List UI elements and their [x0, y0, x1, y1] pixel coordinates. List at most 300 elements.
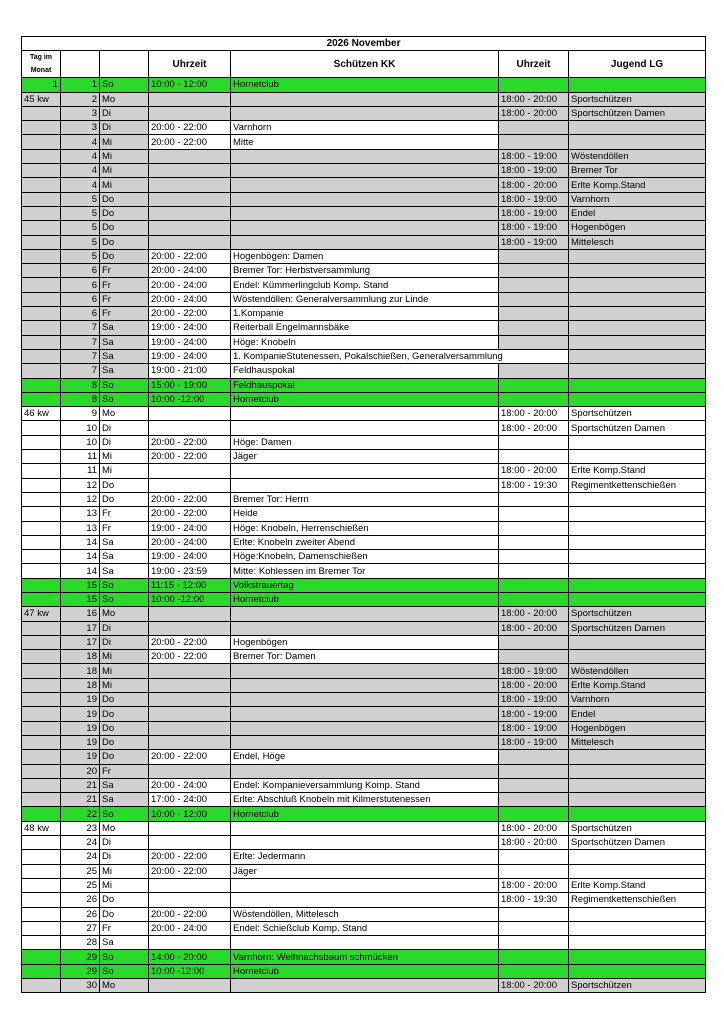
table-row [22, 979, 706, 993]
schuetzen-event-cell: Feldhauspokal [231, 378, 499, 392]
schuetzen-event-cell [231, 164, 499, 178]
jugend-time-cell [499, 921, 569, 935]
jugend-group-cell: Varnhorn [569, 693, 706, 707]
jugend-time-cell: 18:00 - 20:00 [499, 92, 569, 106]
day-number-cell: 8 [61, 378, 100, 392]
schuetzen-time-cell [149, 893, 231, 907]
week-cell [22, 450, 61, 464]
table-row [22, 221, 706, 235]
week-cell [22, 135, 61, 149]
schuetzen-time-cell: 19:00 - 24:00 [149, 521, 231, 535]
week-cell: 46 kw [22, 407, 61, 421]
jugend-time-cell: 18:00 - 20:00 [499, 678, 569, 692]
jugend-time-cell: 18:00 - 20:00 [499, 821, 569, 835]
schuetzen-event-cell: Erlte: Knobeln zweiter Abend [231, 535, 499, 549]
schuetzen-time-cell: 20:00 - 22:00 [149, 507, 231, 521]
schuetzen-time-cell [149, 478, 231, 492]
weekday-cell: Di [100, 621, 149, 635]
week-cell [22, 149, 61, 163]
day-number-cell: 19 [61, 750, 100, 764]
schuetzen-event-cell: Hornetclub [231, 78, 499, 92]
schuetzen-time-cell [149, 621, 231, 635]
weekday-cell: Sa [100, 793, 149, 807]
schuetzen-event-cell [231, 106, 499, 120]
weekday-cell: Sa [100, 535, 149, 549]
schuetzen-event-cell [231, 693, 499, 707]
weekday-cell: So [100, 378, 149, 392]
jugend-time-cell [499, 521, 569, 535]
jugend-time-cell [499, 778, 569, 792]
day-number-cell: 15 [61, 592, 100, 606]
weekday-cell: Mi [100, 650, 149, 664]
jugend-group-cell: Regimentkettenschießen [569, 893, 706, 907]
jugend-time-cell: 18:00 - 20:00 [499, 178, 569, 192]
jugend-group-cell [569, 121, 706, 135]
header-tag-line2: Monat [30, 67, 52, 75]
schuetzen-event-cell: Hornetclub [231, 807, 499, 821]
jugend-group-cell [569, 135, 706, 149]
weekday-cell: Mi [100, 878, 149, 892]
week-cell [22, 950, 61, 964]
day-number-cell: 13 [61, 507, 100, 521]
weekday-cell: So [100, 964, 149, 978]
day-number-cell: 7 [61, 321, 100, 335]
schuetzen-event-cell [231, 478, 499, 492]
jugend-time-cell [499, 578, 569, 592]
weekday-cell: Do [100, 693, 149, 707]
jugend-group-cell: Sportschützen Damen [569, 106, 706, 120]
schuetzen-event-cell: Bremer Tor: Herbstversammlung [231, 264, 499, 278]
schuetzen-time-cell: 20:00 - 22:00 [149, 850, 231, 864]
schuetzen-time-cell: 20:00 - 24:00 [149, 921, 231, 935]
day-number-cell: 4 [61, 149, 100, 163]
header-blank-1 [61, 51, 100, 78]
weekday-cell: Sa [100, 550, 149, 564]
jugend-time-cell [499, 264, 569, 278]
weekday-cell: So [100, 950, 149, 964]
header-blank-2 [100, 51, 149, 78]
week-cell [22, 693, 61, 707]
schuetzen-event-cell [231, 735, 499, 749]
schuetzen-time-cell: 19:00 - 23:59 [149, 564, 231, 578]
weekday-cell: Do [100, 893, 149, 907]
jugend-time-cell [499, 850, 569, 864]
jugend-time-cell: 18:00 - 19:00 [499, 721, 569, 735]
jugend-time-cell [499, 278, 569, 292]
week-cell: 45 kw [22, 92, 61, 106]
day-number-cell: 6 [61, 292, 100, 306]
week-cell [22, 378, 61, 392]
schuetzen-event-cell: 1. KompanieStutenessen, Pokalschießen, Generalversammlung [231, 349, 569, 363]
jugend-group-cell [569, 435, 706, 449]
jugend-time-cell: 18:00 - 20:00 [499, 106, 569, 120]
jugend-group-cell [569, 778, 706, 792]
week-cell [22, 964, 61, 978]
schuetzen-event-cell: Mitte: Kohlessen im Bremer Tor [231, 564, 499, 578]
schuetzen-event-cell [231, 721, 499, 735]
schuetzen-time-cell: 20:00 - 22:00 [149, 635, 231, 649]
jugend-group-cell [569, 764, 706, 778]
schuetzen-time-cell: 17:00 - 24:00 [149, 793, 231, 807]
weekday-cell: Do [100, 478, 149, 492]
weekday-cell: Fr [100, 521, 149, 535]
table-row [22, 106, 706, 120]
jugend-time-cell [499, 635, 569, 649]
jugend-group-cell [569, 550, 706, 564]
week-cell [22, 564, 61, 578]
jugend-time-cell [499, 321, 569, 335]
day-number-cell: 5 [61, 249, 100, 263]
schuetzen-time-cell: 20:00 - 22:00 [149, 650, 231, 664]
header-schuetzen-kk: Schützen KK [231, 51, 499, 78]
week-cell [22, 106, 61, 120]
week-cell [22, 435, 61, 449]
week-cell [22, 492, 61, 506]
week-cell [22, 278, 61, 292]
week-cell [22, 979, 61, 993]
jugend-time-cell: 18:00 - 19:30 [499, 478, 569, 492]
header-tag-line1: Tag im [29, 54, 53, 62]
jugend-time-cell [499, 950, 569, 964]
jugend-group-cell [569, 378, 706, 392]
week-cell: 48 kw [22, 821, 61, 835]
schuetzen-event-cell: Höge: Knobeln, Herrenschießen [231, 521, 499, 535]
table-row [22, 364, 706, 378]
jugend-group-cell [569, 864, 706, 878]
jugend-time-cell [499, 807, 569, 821]
schuetzen-time-cell: 10:00 -12:00 [149, 964, 231, 978]
table-row [22, 349, 706, 363]
table-row [22, 864, 706, 878]
table-row [22, 392, 706, 406]
table-row [22, 950, 706, 964]
weekday-cell: Di [100, 121, 149, 135]
day-number-cell: 15 [61, 578, 100, 592]
week-cell [22, 836, 61, 850]
schuetzen-event-cell: Heide [231, 507, 499, 521]
jugend-group-cell [569, 807, 706, 821]
schuetzen-event-cell: Varnhorn [231, 121, 499, 135]
schuetzen-time-cell [149, 178, 231, 192]
weekday-cell: Di [100, 421, 149, 435]
jugend-group-cell: Sportschützen [569, 92, 706, 106]
jugend-group-cell [569, 278, 706, 292]
jugend-group-cell: Mittelesch [569, 235, 706, 249]
day-number-cell: 12 [61, 492, 100, 506]
jugend-group-cell [569, 349, 706, 363]
jugend-group-cell [569, 850, 706, 864]
schuetzen-time-cell [149, 407, 231, 421]
table-row [22, 621, 706, 635]
jugend-time-cell [499, 307, 569, 321]
day-number-cell: 17 [61, 621, 100, 635]
week-cell [22, 707, 61, 721]
schuetzen-event-cell: Endel: Schießclub Komp. Stand [231, 921, 499, 935]
weekday-cell: Di [100, 836, 149, 850]
schuetzen-time-cell: 15:00 - 19:00 [149, 378, 231, 392]
jugend-group-cell: Sportschützen Damen [569, 621, 706, 635]
table-row [22, 793, 706, 807]
table-row [22, 378, 706, 392]
week-cell [22, 735, 61, 749]
schuetzen-time-cell [149, 164, 231, 178]
day-number-cell: 24 [61, 836, 100, 850]
schuetzen-event-cell [231, 221, 499, 235]
weekday-cell: Mi [100, 135, 149, 149]
jugend-time-cell: 18:00 - 19:00 [499, 206, 569, 220]
table-row [22, 936, 706, 950]
schuetzen-event-cell [231, 178, 499, 192]
day-number-cell: 29 [61, 964, 100, 978]
table-row [22, 464, 706, 478]
day-number-cell: 30 [61, 979, 100, 993]
day-number-cell: 7 [61, 335, 100, 349]
weekday-cell: Do [100, 249, 149, 263]
jugend-group-cell: Sportschützen [569, 821, 706, 835]
table-row [22, 664, 706, 678]
schuetzen-time-cell: 20:00 - 22:00 [149, 121, 231, 135]
jugend-time-cell: 18:00 - 19:00 [499, 221, 569, 235]
schuetzen-time-cell: 19:00 - 24:00 [149, 349, 231, 363]
schuetzen-event-cell: Hogenbögen [231, 635, 499, 649]
jugend-time-cell [499, 450, 569, 464]
week-cell [22, 864, 61, 878]
week-cell [22, 335, 61, 349]
table-row [22, 278, 706, 292]
week-cell [22, 321, 61, 335]
weekday-cell: Mi [100, 164, 149, 178]
week-cell [22, 121, 61, 135]
jugend-group-cell [569, 321, 706, 335]
weekday-cell: Mi [100, 464, 149, 478]
jugend-time-cell [499, 564, 569, 578]
weekday-cell: Di [100, 850, 149, 864]
weekday-cell: Do [100, 235, 149, 249]
day-number-cell: 18 [61, 664, 100, 678]
jugend-time-cell: 18:00 - 19:00 [499, 664, 569, 678]
weekday-cell: Fr [100, 764, 149, 778]
jugend-time-cell [499, 535, 569, 549]
day-number-cell: 18 [61, 678, 100, 692]
weekday-cell: Mi [100, 864, 149, 878]
day-number-cell: 11 [61, 450, 100, 464]
jugend-group-cell: Hogenbögen [569, 221, 706, 235]
week-cell: 47 kw [22, 607, 61, 621]
day-number-cell: 18 [61, 650, 100, 664]
schuetzen-event-cell: Jäger [231, 864, 499, 878]
table-row [22, 721, 706, 735]
day-number-cell: 8 [61, 392, 100, 406]
jugend-time-cell [499, 335, 569, 349]
day-number-cell: 6 [61, 278, 100, 292]
day-number-cell: 26 [61, 907, 100, 921]
weekday-cell: Fr [100, 278, 149, 292]
calendar-rows [22, 78, 706, 993]
week-cell [22, 907, 61, 921]
day-number-cell: 22 [61, 807, 100, 821]
jugend-time-cell [499, 135, 569, 149]
table-row [22, 707, 706, 721]
week-cell [22, 349, 61, 363]
table-row [22, 750, 706, 764]
table-row [22, 249, 706, 263]
weekday-cell: Fr [100, 507, 149, 521]
weekday-cell: Sa [100, 364, 149, 378]
schuetzen-event-cell: Jäger [231, 450, 499, 464]
schuetzen-time-cell [149, 936, 231, 950]
schuetzen-event-cell [231, 836, 499, 850]
jugend-group-cell: Erlte Komp.Stand [569, 178, 706, 192]
schuetzen-time-cell: 20:00 - 22:00 [149, 750, 231, 764]
jugend-time-cell [499, 364, 569, 378]
table-row [22, 421, 706, 435]
sheet-title: 2026 November [22, 37, 706, 51]
schuetzen-event-cell [231, 407, 499, 421]
table-row [22, 149, 706, 163]
table-row [22, 578, 706, 592]
week-cell [22, 235, 61, 249]
jugend-time-cell: 18:00 - 19:00 [499, 735, 569, 749]
jugend-group-cell [569, 392, 706, 406]
weekday-cell: Sa [100, 349, 149, 363]
jugend-time-cell: 18:00 - 19:00 [499, 164, 569, 178]
jugend-time-cell: 18:00 - 19:30 [499, 893, 569, 907]
jugend-time-cell: 18:00 - 20:00 [499, 607, 569, 621]
weekday-cell: Di [100, 435, 149, 449]
schuetzen-time-cell [149, 693, 231, 707]
table-row [22, 650, 706, 664]
schuetzen-event-cell [231, 149, 499, 163]
schuetzen-event-cell [231, 92, 499, 106]
jugend-group-cell [569, 521, 706, 535]
weekday-cell: So [100, 392, 149, 406]
schuetzen-time-cell: 20:00 - 22:00 [149, 907, 231, 921]
weekday-cell: Do [100, 192, 149, 206]
table-row [22, 407, 706, 421]
schuetzen-event-cell: Endel: Kümmerlingclub Komp. Stand [231, 278, 499, 292]
schuetzen-event-cell [231, 936, 499, 950]
jugend-group-cell [569, 450, 706, 464]
schuetzen-event-cell: Erlte: Abschluß Knobeln mit Kilmerstutenessen [231, 793, 499, 807]
schuetzen-event-cell [231, 664, 499, 678]
schuetzen-time-cell [149, 192, 231, 206]
table-row [22, 535, 706, 549]
table-row [22, 635, 706, 649]
day-number-cell: 5 [61, 221, 100, 235]
schuetzen-event-cell [231, 621, 499, 635]
week-cell [22, 192, 61, 206]
day-number-cell: 9 [61, 407, 100, 421]
jugend-group-cell [569, 936, 706, 950]
jugend-group-cell [569, 793, 706, 807]
jugend-time-cell: 18:00 - 20:00 [499, 878, 569, 892]
schuetzen-event-cell: Höge: Damen [231, 435, 499, 449]
day-number-cell: 10 [61, 435, 100, 449]
table-row [22, 764, 706, 778]
schuetzen-time-cell: 11:15 - 12:00 [149, 578, 231, 592]
schuetzen-time-cell: 20:00 - 22:00 [149, 864, 231, 878]
week-cell [22, 578, 61, 592]
jugend-time-cell [499, 507, 569, 521]
table-row [22, 478, 706, 492]
jugend-time-cell: 18:00 - 19:00 [499, 149, 569, 163]
schuetzen-event-cell [231, 192, 499, 206]
schuetzen-time-cell: 20:00 - 24:00 [149, 535, 231, 549]
jugend-time-cell [499, 78, 569, 92]
day-number-cell: 7 [61, 349, 100, 363]
schuetzen-event-cell: Wöstendöllen, Mittelesch [231, 907, 499, 921]
jugend-time-cell [499, 864, 569, 878]
schuetzen-time-cell [149, 678, 231, 692]
jugend-time-cell [499, 592, 569, 606]
schuetzen-time-cell: 19:00 - 24:00 [149, 550, 231, 564]
table-row [22, 964, 706, 978]
jugend-time-cell [499, 249, 569, 263]
day-number-cell: 27 [61, 921, 100, 935]
jugend-group-cell: Sportschützen [569, 407, 706, 421]
weekday-cell: Mi [100, 178, 149, 192]
week-cell [22, 793, 61, 807]
week-cell [22, 664, 61, 678]
jugend-group-cell [569, 907, 706, 921]
day-number-cell: 4 [61, 178, 100, 192]
week-cell [22, 650, 61, 664]
week-cell [22, 264, 61, 278]
jugend-time-cell [499, 121, 569, 135]
schuetzen-event-cell [231, 607, 499, 621]
schuetzen-event-cell: Hornetclub [231, 592, 499, 606]
schuetzen-time-cell: 10:00 - 12:00 [149, 78, 231, 92]
schuetzen-event-cell: Varnhorn: Weihnachsbaum schmücken [231, 950, 499, 964]
day-number-cell: 6 [61, 307, 100, 321]
week-cell [22, 421, 61, 435]
week-cell [22, 464, 61, 478]
weekday-cell: Do [100, 750, 149, 764]
weekday-cell: Sa [100, 564, 149, 578]
schuetzen-time-cell [149, 664, 231, 678]
weekday-cell: Fr [100, 921, 149, 935]
schuetzen-event-cell: Höge: Knobeln [231, 335, 499, 349]
weekday-cell: Do [100, 492, 149, 506]
schuetzen-time-cell: 19:00 - 24:00 [149, 335, 231, 349]
jugend-time-cell: 18:00 - 19:00 [499, 235, 569, 249]
day-number-cell: 20 [61, 764, 100, 778]
schuetzen-time-cell: 20:00 - 22:00 [149, 135, 231, 149]
schuetzen-time-cell: 20:00 - 24:00 [149, 264, 231, 278]
table-row [22, 807, 706, 821]
schuetzen-time-cell: 20:00 - 22:00 [149, 435, 231, 449]
header-uhrzeit: Uhrzeit [149, 51, 231, 78]
schuetzen-event-cell [231, 821, 499, 835]
schuetzen-time-cell [149, 764, 231, 778]
day-number-cell: 14 [61, 550, 100, 564]
week-cell [22, 850, 61, 864]
table-row [22, 78, 706, 92]
day-number-cell: 10 [61, 421, 100, 435]
jugend-time-cell: 18:00 - 20:00 [499, 464, 569, 478]
day-number-cell: 4 [61, 164, 100, 178]
jugend-time-cell: 18:00 - 20:00 [499, 421, 569, 435]
schuetzen-time-cell: 14:00 - 20:00 [149, 950, 231, 964]
jugend-group-cell [569, 292, 706, 306]
jugend-group-cell [569, 307, 706, 321]
table-row [22, 135, 706, 149]
schuetzen-event-cell: Bremer Tor: Herrn [231, 492, 499, 506]
jugend-time-cell: 18:00 - 19:00 [499, 693, 569, 707]
schuetzen-time-cell [149, 92, 231, 106]
day-number-cell: 21 [61, 793, 100, 807]
table-row [22, 850, 706, 864]
